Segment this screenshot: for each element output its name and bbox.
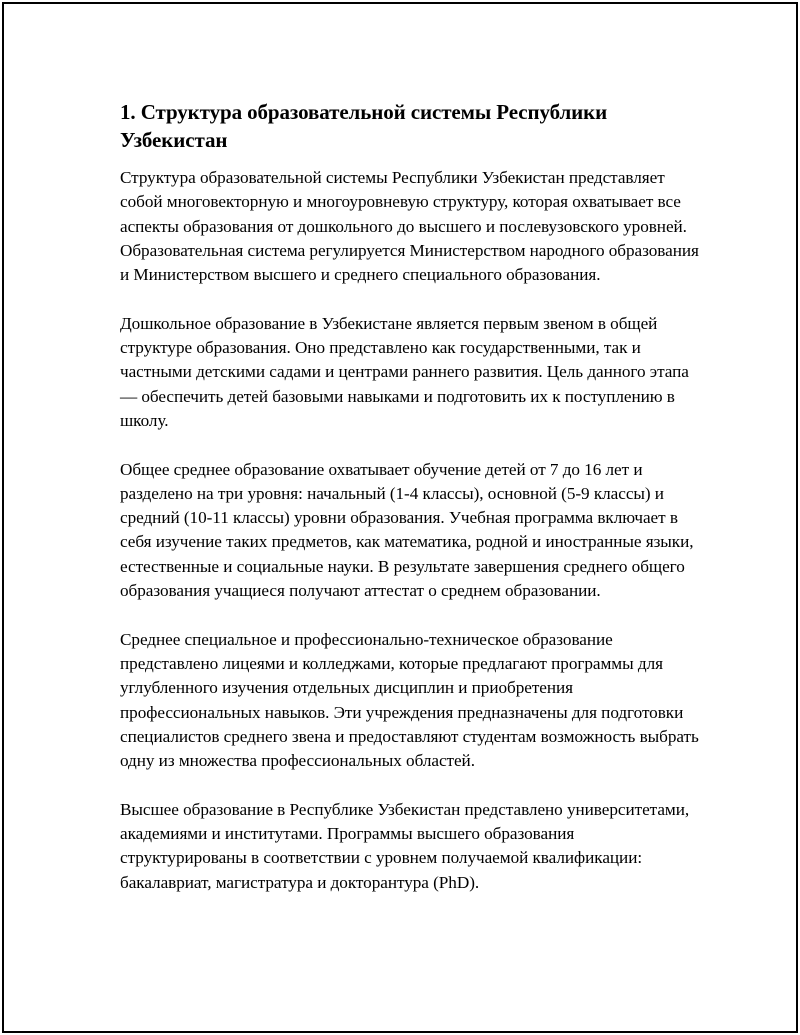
section-heading: 1. Структура образовательной системы Республики Узбекистан [120,100,608,152]
paragraph-vocational: Среднее специальное и профессионально-техническое образование представлено лицеями и колледжами, которые предлагают программы для углубленного изучения отдельных дисциплин и приобретения профессиональных навыков. Эти учреждения предназначены для подготовки специалистов среднего звена и предоставляют студентам возможность выбрать одну из множества профессиональных областей. [120,629,699,771]
paragraph-preschool: Дошкольное образование в Узбекистане является первым звеном в общей структуре образования. Оно представлено как государственными, так и частными детскими садами и центрами раннего развития. Цель данного этапа — обеспечить детей базовыми навыками и подготовить их к поступлению в школу. [120,313,689,430]
page-frame [2,2,798,1033]
paragraph-higher-education: Высшее образование в Республике Узбекистан представлено университетами, академиями и институтами. Программы высшего образования структурированы в соответствии с уровнем получаемой квалификации: бакалавриат, магистратура и докторантура (PhD). [120,799,690,892]
paragraph-structure-overview: Структура образовательной системы Республики Узбекистан представляет собой многовекторную и многоуровневую структуру, которая охватывает все аспекты образования от дошкольного до высшего и послевузовского уровней. Образовательная система регулируется Министерством народного образования и Министерством высшего и среднего специального образования. [120,168,699,285]
paragraph-general-secondary: Общее среднее образование охватывает обучение детей от 7 до 16 лет и разделено на три уровня: начальный (1-4 классы), основной (5-9 классы) и средний (10-11 классы) уровни образования. Учебная программа включает в себя изучение таких предметов, как математика, родной и иностранные языки, естественные и социальные науки. В результате завершения среднего общего образования учащиеся получают аттестат о среднем образовании. [120,459,694,601]
document-body [120,98,700,919]
